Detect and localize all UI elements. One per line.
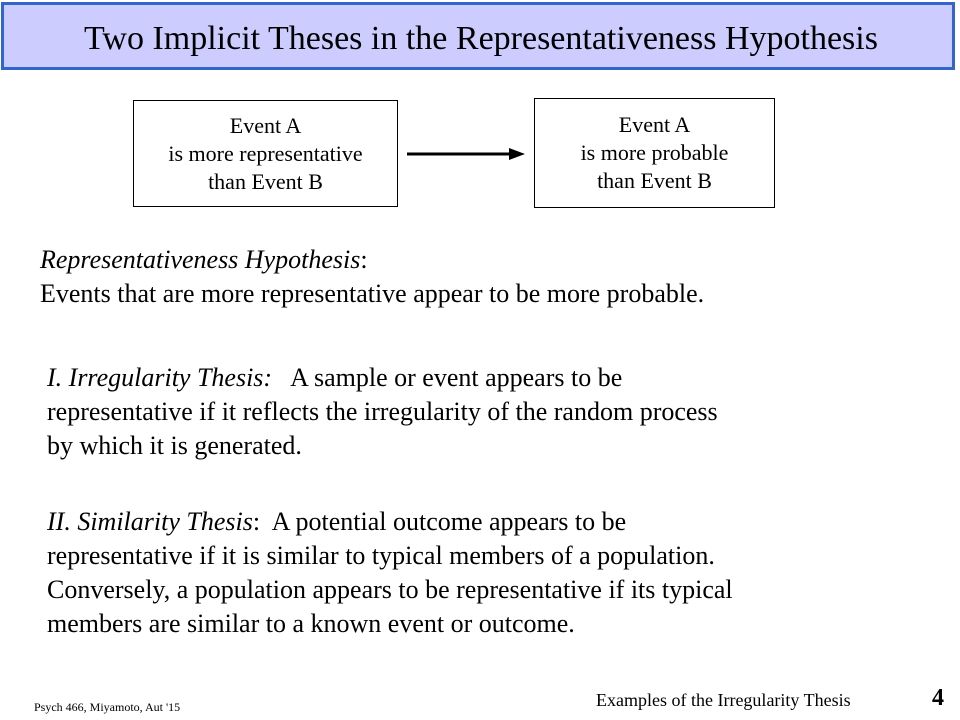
hypothesis-text: Events that are more representative appear to be more probable.: [40, 279, 705, 308]
thesis-line: [47, 361, 718, 395]
slide-title: Two Implicit Theses in the Representativeness Hypothesis: [84, 20, 878, 57]
next-slide-link[interactable]: Examples of the Irregularity Thesis: [596, 690, 851, 710]
thesis-line: by which it is generated.: [47, 431, 302, 460]
thesis-line: representative if it reflects the irregularity of the random process: [47, 397, 718, 426]
box-line: than Event B: [597, 168, 712, 193]
thesis-line: members are similar to a known event or outcome.: [47, 609, 575, 638]
irregularity-thesis-block: [47, 361, 718, 463]
irregularity-thesis-label: I. Irregularity Thesis:: [47, 363, 273, 392]
course-footer: Psych 466, Miyamoto, Aut '15: [34, 700, 181, 714]
implies-arrow-icon: [405, 142, 529, 166]
box-line: than Event B: [208, 168, 323, 194]
hypothesis-label: Representativeness Hypothesis: [40, 245, 361, 274]
hypothesis-colon: :: [360, 245, 368, 274]
thesis-colon: :: [252, 507, 261, 536]
similarity-thesis-block: [47, 505, 733, 641]
thesis-text: A potential outcome appears to be: [271, 507, 627, 536]
box-line: is more probable: [580, 140, 729, 165]
hypothesis-heading: [40, 243, 704, 277]
title-bar: [1, 2, 955, 70]
box-line: is more representative: [168, 140, 363, 166]
thesis-line: representative if it is similar to typical members of a population.: [47, 541, 715, 570]
similarity-thesis-label: II. Similarity Thesis: [47, 507, 253, 536]
event-representative-box: [133, 100, 398, 207]
event-probable-box: [534, 98, 775, 208]
thesis-line: [47, 505, 733, 539]
thesis-text: A sample or event appears to be: [290, 363, 623, 392]
hypothesis-block: [40, 243, 704, 311]
box-line: Event A: [618, 112, 691, 137]
box-line: Event A: [229, 112, 302, 138]
thesis-line: Conversely, a population appears to be representative if its typical: [47, 575, 733, 604]
page-number: 4: [932, 685, 944, 711]
